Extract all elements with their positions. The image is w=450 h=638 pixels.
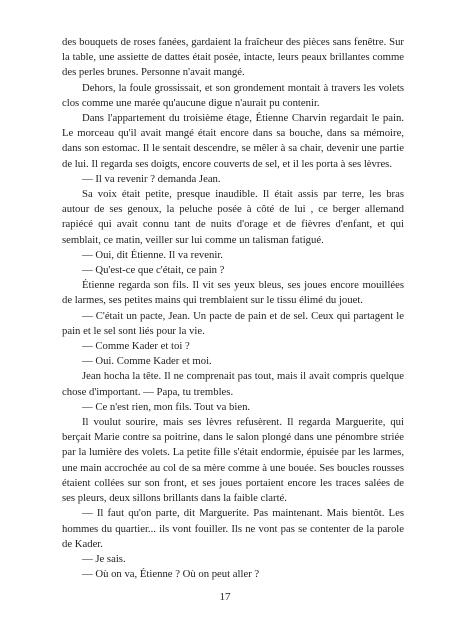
paragraph: Dans l'appartement du troisième étage, Étienne Charvin regardait le pain. Le morceau qu'il avait mangé était encore dans sa bouche, dans sa mémoire, dans son estomac. Il le sentait descendre, se mêler à sa chair, devenir une partie de lui. Il regarda ses doigts, encore couverts de sel, et il les porta à ses lèvres. [62, 112, 404, 170]
dialogue-line: — Oui, dit Étienne. Il va revenir. [82, 248, 223, 261]
paragraph: Étienne regarda son fils. Il vit ses yeux bleus, ses joues encore mouillées de larmes, ses petites mains qui tremblaient sur le tissu élimé du jouet. [62, 279, 404, 307]
paragraph: Dehors, la foule grossissait, et son grondement montait à travers les volets clos comme une marée qu'aucune digue n'aurait pu contenir. [62, 81, 404, 109]
body-text [62, 35, 404, 582]
dialogue-line: — C'était un pacte, Jean. Un pacte de pain et de sel. Ceux qui partagent le pain et le sel sont liés pour la vie. [62, 309, 404, 337]
dialogue-line: — Il va revenir ? demanda Jean. [82, 172, 221, 185]
paragraph: Sa voix était petite, presque inaudible. Il était assis par terre, les bras autour de ses genoux, la peluche posée à côté de lui , ce berger allemand rapiécé qui avait connu tant de nuits d'orage et de fièvres d'enfant, et qui semblait, ce matin, veiller sur lui comme un talisman fatigué. [62, 188, 404, 246]
dialogue-line: — Où on va, Étienne ? Où on peut aller ? [82, 568, 260, 581]
dialogue-line: — Il faut qu'on parte, dit Marguerite. Pas maintenant. Mais bientôt. Les hommes du quartier... ils vont fouiller. Ils ne vont pas se contenter de la parole de Kader. [62, 507, 404, 550]
paragraph: Jean hocha la tête. Il ne comprenait pas tout, mais il avait compris quelque chose d'important. — Papa, tu trembles. [62, 370, 404, 398]
paragraph: des bouquets de roses fanées, gardaient la fraîcheur des pièces sans fenêtre. Sur la table, une assiette de dattes était posée, intacte, leurs peaux brillantes comme des perles brunes. Personne n'avait mangé. [62, 36, 404, 79]
dialogue-line: — Qu'est-ce que c'était, ce pain ? [82, 264, 225, 277]
paragraph: Il voulut sourire, mais ses lèvres refusèrent. Il regarda Marguerite, qui berçait Marie contre sa poitrine, dans le salon plongé dans une pénombre striée par la lumière des volets. La petite fille s'était endormie, épuisée par les larmes, une main accrochée au col de sa mère comme à une bouée. Ses boucles rousses étaient collées sur son front, et ses joues portaient encore les traces salées de ses pleurs, deux sillons brillants dans la faible clarté. [62, 416, 404, 505]
dialogue-line: — Ce n'est rien, mon fils. Tout va bien. [82, 400, 251, 413]
page-number: 17 [219, 591, 231, 603]
dialogue-line: — Oui. Comme Kader et moi. [82, 355, 212, 368]
dialogue-line: — Je sais. [82, 552, 126, 565]
dialogue-line: — Comme Kader et toi ? [82, 340, 190, 353]
